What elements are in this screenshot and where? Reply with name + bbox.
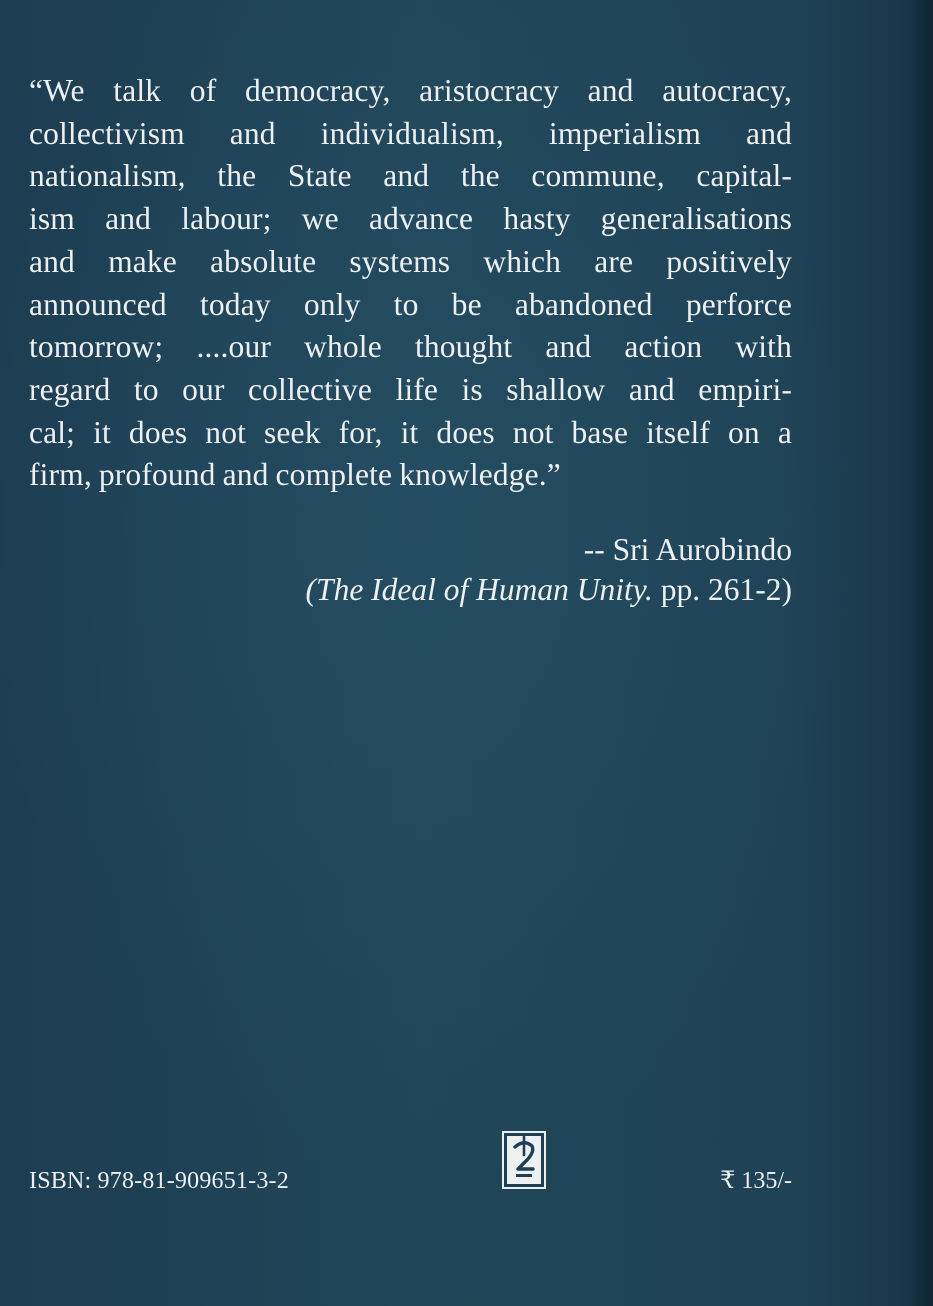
quote-block	[29, 70, 792, 497]
book-title: The Ideal of Human Unity.	[316, 572, 653, 607]
author-name: -- Sri Aurobindo	[583, 532, 792, 567]
publisher-logo-icon	[502, 1131, 546, 1189]
publisher-logo-glyph	[504, 1133, 544, 1187]
isbn-number: ISBN: 978-81-909651-3-2	[29, 1168, 289, 1194]
quote-line: ism and labour; we advance hasty generalisations	[29, 201, 792, 237]
cover-edge-shadow	[905, 0, 933, 1306]
quote-line-last: firm, profound and complete knowledge.”	[29, 457, 561, 493]
quote-line: tomorrow; ....our whole thought and action with	[29, 329, 792, 365]
quote-line: collectivism and individualism, imperialism and	[29, 115, 792, 151]
page-reference: pp. 261-2)	[652, 572, 792, 607]
source-citation	[306, 570, 792, 610]
quote-line: and make absolute systems which are positively	[29, 243, 792, 279]
price-label: ₹ 135/-	[720, 1168, 792, 1194]
quote-line: announced today only to be abandoned perforce	[29, 286, 792, 322]
quote-attribution	[306, 530, 792, 610]
quote-line: nationalism, the State and the commune, capital-	[29, 158, 792, 194]
quote-line: cal; it does not seek for, it does not base itself on a	[29, 414, 792, 450]
open-paren: (	[305, 572, 317, 607]
quote-line: regard to our collective life is shallow and empiri-	[29, 371, 792, 407]
quote-line: “We talk of democracy, aristocracy and autocracy,	[29, 73, 792, 108]
